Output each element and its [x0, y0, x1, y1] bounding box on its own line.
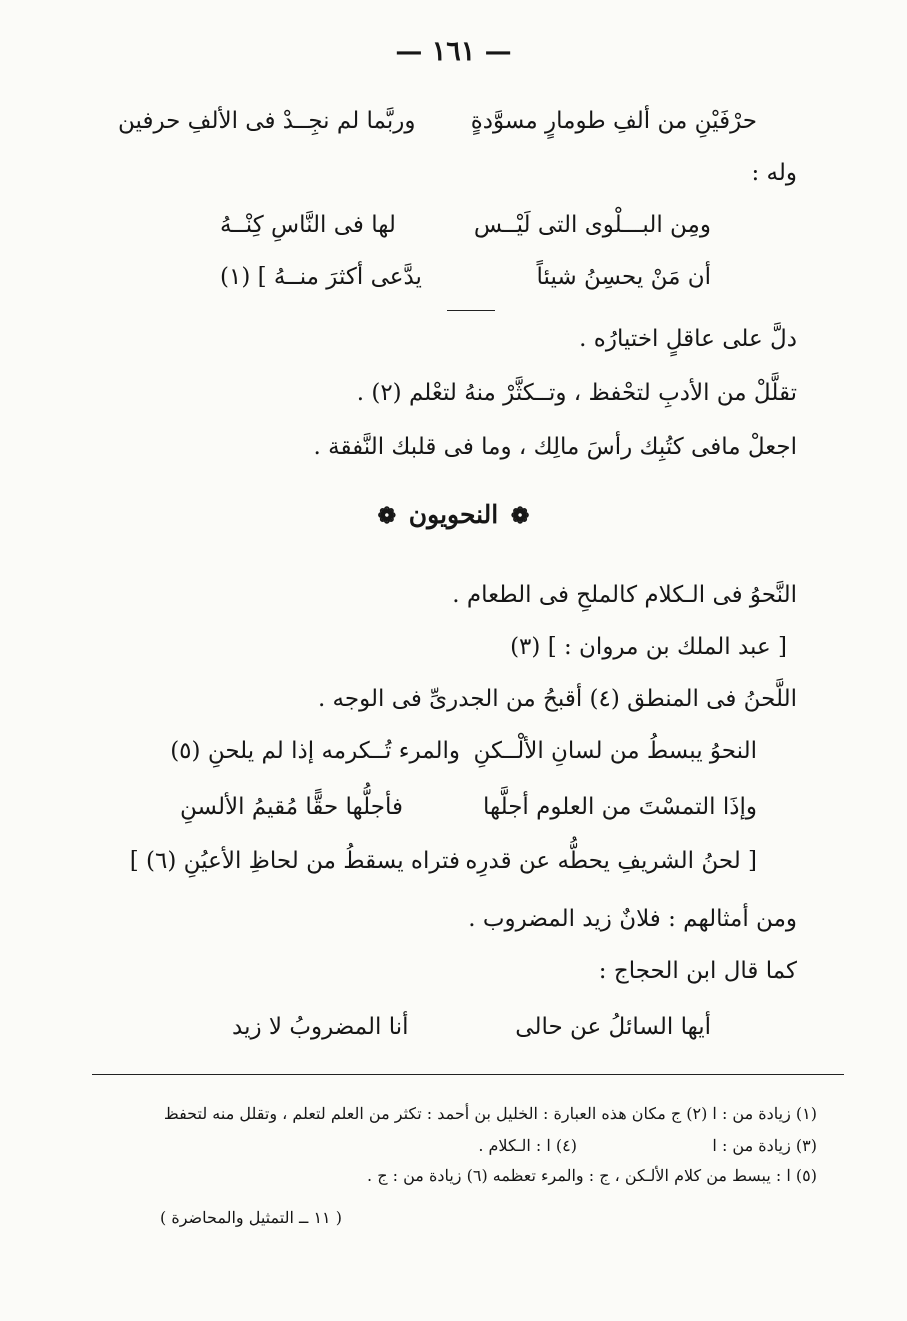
- saying-line: تقلَّلْ من الأدبِ لتحْفظ ، وتــكثَّرْ منهُ لتعْلم (٢) .: [356, 380, 797, 406]
- verse-hemistich-right: النحوُ يبسطُ من لسانِ الألْــكنِ: [473, 738, 757, 764]
- footnote-divider: [92, 1074, 844, 1075]
- saying-line: اجعلْ مافى كتُبِك رأسَ مالِك ، وما فى قلبك النَّفقة .: [313, 434, 797, 460]
- page-number: — ١٦١ —: [395, 36, 512, 67]
- prose-line: النَّحوُ فى الـكلام كالملحِ فى الطعام .: [452, 582, 797, 608]
- footnote-line: (٥) ا : يبسط من كلام الألـكن ، ج : والمرء تعظمه (٦) زيادة من : ج .: [367, 1166, 817, 1185]
- ornament-icon: ❁: [377, 503, 397, 529]
- verse-hemistich-left: يدَّعى أكثرَ منــهُ ] (١): [220, 264, 422, 290]
- verse-hemistich-right: [ لحنُ الشريفِ يحطُّه عن قدرِه: [465, 848, 757, 874]
- verse-hemistich-right: أن مَنْ يحسِنُ شيئاً: [536, 264, 711, 290]
- ornament-icon: ❁: [510, 503, 530, 529]
- prose-line: ومن أمثالهم : فلانٌ زيد المضروب .: [468, 906, 797, 932]
- verse-hemistich-right: حرْفَيْنِ من ألفِ طومارٍ مسوَّدةٍ: [470, 108, 757, 134]
- saying-line: دلَّ على عاقلٍ اختيارُه .: [579, 326, 797, 352]
- footnote-line: (٤) ا : الـكلام .: [478, 1136, 577, 1155]
- footnote-line: (٣) زيادة من : ا: [712, 1136, 817, 1155]
- prose-line: اللَّحنُ فى المنطق (٤) أقبحُ من الجدرىِّ فى الوجه .: [317, 686, 797, 712]
- verse-hemistich-right: أيها السائلُ عن حالى: [515, 1014, 711, 1040]
- prose-line: كما قال ابن الحجاج :: [598, 958, 797, 984]
- verse-hemistich-left: فأجلُّها حقًّا مُقيمُ الألسنِ: [180, 794, 403, 820]
- verse-hemistich-left: لها فى النَّاسِ كِنْــهُ: [220, 212, 396, 238]
- verse-hemistich-left: فتراه يسقطُ من لحاظِ الأعيُنِ (٦) ]: [129, 848, 460, 874]
- verse-hemistich-right: ومِن البـــلْوى التى لَيْــس: [473, 212, 711, 238]
- footnote-line: (١) زيادة من : ا (٢) ج مكان هذه العبارة : الخليل بن أحمد : تكثر من العلم لتعلم ، وتقلل منه لتحفظ: [163, 1104, 817, 1123]
- verse-hemistich-left: والمرء تُــكرمه إذا لم يلحنِ (٥): [170, 738, 460, 764]
- section-heading: [0, 500, 907, 529]
- verse-hemistich-right: وإذَا التمسْتَ من العلوم أجلَّها: [482, 794, 757, 820]
- verse-hemistich-left: أنا المضروبُ لا زيد: [232, 1014, 409, 1040]
- section-title: النحويون: [408, 500, 499, 529]
- attribution-line: [ عبد الملك بن مروان : ] (٣): [510, 634, 787, 660]
- verse-underline: [447, 310, 495, 311]
- signature-mark: ( ١١ ــ التمثيل والمحاضرة ): [160, 1208, 342, 1227]
- verse-hemistich-left: وربَّما لم نجِــدْ فى الألفِ حرفين: [118, 108, 416, 134]
- wa-lahu-label: وله :: [751, 160, 797, 186]
